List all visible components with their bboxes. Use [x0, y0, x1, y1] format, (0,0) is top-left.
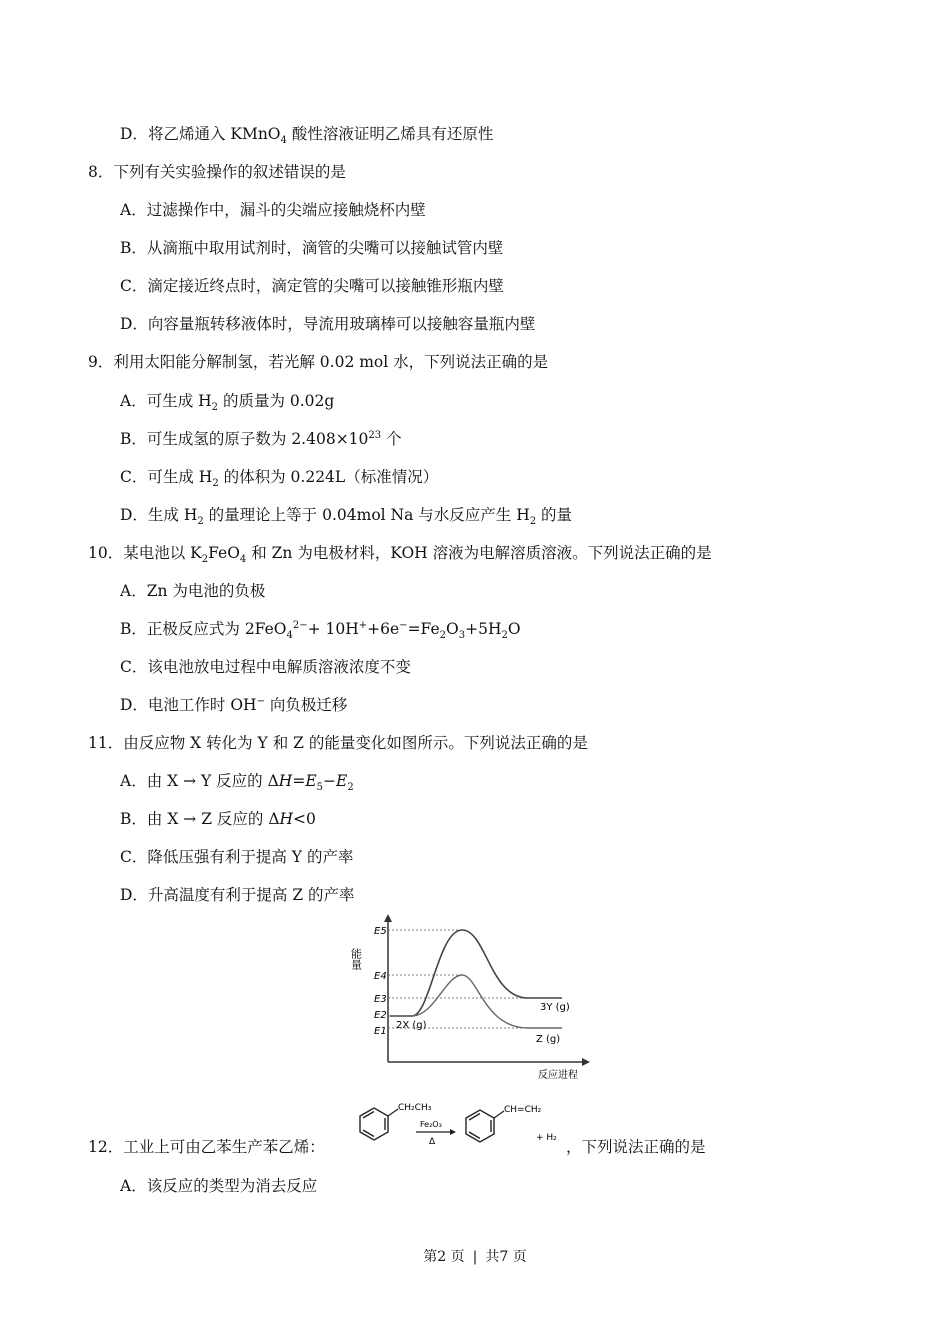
hydrogen-byproduct: + H₂: [536, 1133, 557, 1143]
ethyl-bond: [388, 1109, 398, 1116]
curve-x-to-y: [390, 930, 562, 1016]
vinyl-bond: [494, 1111, 504, 1118]
q8-option-c: C．滴定接近终点时，滴定管的尖嘴可以接触锥形瓶内壁: [120, 277, 504, 295]
q8-stem: 8．下列有关实验操作的叙述错误的是: [88, 163, 346, 181]
ethyl-group: CH₂CH₃: [398, 1103, 432, 1113]
q10-option-d: D．电池工作时 OH− 向负极迁移: [120, 695, 348, 714]
x-axis-label: 反应进程: [538, 1070, 578, 1081]
q8-option-a: A．过滤操作中，漏斗的尖端应接触烧杯内壁: [120, 201, 426, 219]
q9-option-b: B．可生成氢的原子数为 $2.408\times 10^{23}$ 个: [120, 429, 402, 448]
page-footer: [0, 1246, 950, 1266]
catalyst-label: Fe₂O₃: [420, 1120, 442, 1129]
q9-stem: 9．利用太阳能分解制氢，若光解 0.02 mol 水，下列说法正确的是: [88, 353, 549, 371]
q11-stem: 11．由反应物 X 转化为 Y 和 Z 的能量变化如图所示。下列说法正确的是: [88, 734, 588, 752]
q7-option-d: D．将乙烯通入 KMnO$_4$ 酸性溶液证明乙烯具有还原性: [120, 125, 494, 147]
q10-stem: 10．某电池以 $K_2FeO_4$ 和 Zn 为电极材料，KOH 溶液为电解溶质溶液。下列说法正确的是: [88, 544, 712, 566]
ethylbenzene-ring: [360, 1108, 388, 1140]
reactant-label: 2X (g): [396, 1020, 427, 1031]
vinyl-group: CH=CH₂: [504, 1105, 542, 1115]
q9-option-c: C．可生成 $H_2$ 的体积为 0.224L（标准情况）: [120, 468, 439, 490]
q12-stem-post: ，下列说法正确的是: [566, 1138, 706, 1156]
energy-diagram: [350, 912, 600, 1084]
x-axis-arrow: [582, 1058, 590, 1066]
q11-option-a: A．由 X → Y 反应的 $\Delta H=E_5-E_2$: [120, 772, 354, 794]
q11-option-b: B．由 X → Z 反应的 ΔH<0: [120, 810, 316, 828]
styrene-ring: [466, 1110, 494, 1142]
level-e2-label: E2: [374, 1010, 387, 1021]
q8-option-b: B．从滴瓶中取用试剂时，滴管的尖嘴可以接触试管内壁: [120, 239, 504, 257]
product-y-label: 3Y (g): [540, 1002, 570, 1013]
q10-option-c: C．该电池放电过程中电解质溶液浓度不变: [120, 658, 411, 676]
q9-option-a: A．可生成 $H_2$ 的质量为 0.02g: [120, 392, 335, 414]
level-e5-label: E5: [374, 926, 387, 937]
heat-label: Δ: [429, 1137, 436, 1147]
y-axis-label: 能量: [350, 948, 363, 970]
q11-option-d: D．升高温度有利于提高 Z 的产率: [120, 886, 355, 904]
level-e1-label: E1: [374, 1026, 387, 1037]
q9-option-d: D．生成 $H_2$ 的量理论上等于 0.04mol Na 与水反应产生 $H_2$ 的量: [120, 506, 573, 528]
reaction-arrowhead: [450, 1129, 456, 1135]
q10-option-a: A．Zn 为电池的负极: [120, 582, 266, 600]
q11-option-c: C．降低压强有利于提高 Y 的产率: [120, 848, 354, 866]
q12-option-a: A．该反应的类型为消去反应: [120, 1177, 318, 1195]
level-e3-label: E3: [374, 994, 387, 1005]
q12-reaction-scheme: [338, 1096, 566, 1158]
q10-option-b: B．正极反应式为 $2FeO_4^{2-}+ 10H^++6e^-=Fe_2O_3+5H_2O$: [120, 619, 521, 642]
page-total: 共7 页: [485, 1249, 527, 1265]
y-axis-arrow: [384, 914, 392, 922]
q12-stem-pre: 12．工业上可由乙苯生产苯乙烯：: [88, 1138, 325, 1156]
q8-option-d: D．向容量瓶转移液体时，导流用玻璃棒可以接触容量瓶内壁: [120, 315, 536, 333]
level-e4-label: E4: [374, 971, 387, 982]
footer-separator: |: [472, 1249, 478, 1265]
product-z-label: Z (g): [536, 1034, 561, 1045]
page-number: 第2 页: [423, 1249, 465, 1265]
